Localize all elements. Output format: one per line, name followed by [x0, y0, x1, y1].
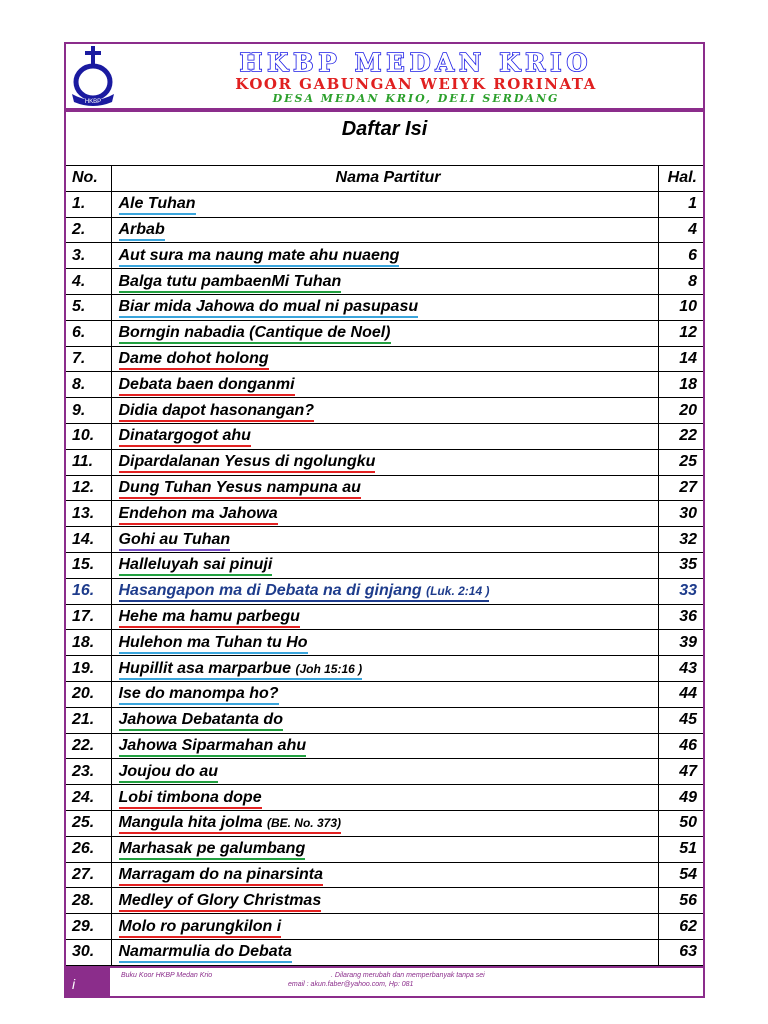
table-row — [66, 888, 703, 914]
row-number: 22. — [66, 733, 111, 759]
scripture-reference: (Luk. 2:14 ) — [426, 584, 490, 599]
song-cell — [111, 681, 658, 707]
song-cell — [111, 707, 658, 733]
table-row — [66, 733, 703, 759]
page-number: 36 — [658, 604, 703, 630]
header-divider — [66, 108, 703, 112]
page-number: 33 — [658, 578, 703, 604]
song-title-link[interactable] — [119, 402, 315, 422]
table-row — [66, 862, 703, 888]
page-number: 50 — [658, 810, 703, 836]
table-row — [66, 501, 703, 527]
page-number: 8 — [658, 269, 703, 295]
page-number: 27 — [658, 475, 703, 501]
song-cell — [111, 269, 658, 295]
table-row — [66, 346, 703, 372]
row-number: 25. — [66, 810, 111, 836]
footer-contact: email : akun.faber@yahoo.com, Hp: 081 — [288, 981, 414, 988]
table-row — [66, 630, 703, 656]
table-header-row — [66, 166, 703, 192]
song-title-link[interactable] — [119, 453, 376, 473]
song-title: Endehon ma Jahowa — [118, 504, 278, 522]
row-number: 30. — [66, 939, 111, 965]
song-title-link[interactable] — [119, 427, 251, 447]
page-number: 44 — [658, 681, 703, 707]
row-number: 16. — [66, 578, 111, 604]
song-title-link[interactable] — [119, 814, 341, 834]
page-number: 14 — [658, 346, 703, 372]
song-title: Dinatargogot ahu — [118, 427, 251, 445]
song-cell — [111, 191, 658, 217]
page-number: 32 — [658, 527, 703, 553]
song-cell — [111, 552, 658, 578]
song-cell — [111, 914, 658, 940]
row-number: 21. — [66, 707, 111, 733]
page-number: 12 — [658, 320, 703, 346]
song-title: Jahowa Debatanta do — [118, 711, 283, 729]
page-number: 49 — [658, 785, 703, 811]
row-number: 5. — [66, 294, 111, 320]
song-title-link[interactable] — [119, 247, 400, 267]
song-cell — [111, 217, 658, 243]
page-number: 54 — [658, 862, 703, 888]
song-cell — [111, 759, 658, 785]
song-cell — [111, 578, 658, 604]
song-cell — [111, 630, 658, 656]
song-title: Biar mida Jahowa do mual ni pasupasu — [118, 298, 419, 316]
scripture-reference: (BE. No. 373) — [266, 816, 341, 831]
table-row — [66, 656, 703, 682]
header-no: No. — [66, 166, 111, 192]
song-title: Hupillit asa marparbue — [118, 659, 291, 677]
row-number: 19. — [66, 656, 111, 682]
page-number: 43 — [658, 656, 703, 682]
church-title: HKBP MEDAN KRIO — [239, 48, 593, 77]
table-row — [66, 552, 703, 578]
table-row — [66, 759, 703, 785]
song-title: Medley of Glory Christmas — [118, 891, 322, 909]
song-title-link[interactable] — [119, 840, 306, 860]
page-number: 35 — [658, 552, 703, 578]
document-header — [66, 44, 703, 110]
page-number: 56 — [658, 888, 703, 914]
song-title: Ale Tuhan — [118, 195, 196, 213]
row-number: 6. — [66, 320, 111, 346]
page-number: 1 — [658, 191, 703, 217]
song-cell — [111, 810, 658, 836]
song-title: Hulehon ma Tuhan tu Ho — [118, 633, 308, 651]
row-number: 14. — [66, 527, 111, 553]
table-row — [66, 527, 703, 553]
song-title-link[interactable] — [119, 298, 419, 318]
church-cross-logo-icon — [70, 46, 116, 108]
song-cell — [111, 320, 658, 346]
row-number: 10. — [66, 423, 111, 449]
page-number: 25 — [658, 449, 703, 475]
song-cell — [111, 423, 658, 449]
page-number: 47 — [658, 759, 703, 785]
table-row — [66, 939, 703, 965]
choir-subtitle: KOOR GABUNGAN WEIYK RORINATA — [235, 75, 597, 93]
table-row — [66, 243, 703, 269]
table-body — [66, 191, 703, 965]
table-row — [66, 785, 703, 811]
song-cell — [111, 604, 658, 630]
song-cell — [111, 294, 658, 320]
page-number: 6 — [658, 243, 703, 269]
song-title: Lobi timbona dope — [118, 788, 262, 806]
song-cell — [111, 656, 658, 682]
row-number: 9. — [66, 398, 111, 424]
table-row — [66, 398, 703, 424]
table-row — [66, 707, 703, 733]
row-number: 2. — [66, 217, 111, 243]
table-row — [66, 217, 703, 243]
song-title: Borngin nabadia (Cantique de Noel) — [118, 324, 391, 342]
song-title-link[interactable] — [119, 324, 391, 344]
table-row — [66, 475, 703, 501]
row-number: 8. — [66, 372, 111, 398]
song-title-link[interactable] — [119, 737, 307, 757]
song-title: Dame dohot holong — [118, 349, 269, 367]
row-number: 28. — [66, 888, 111, 914]
row-number: 17. — [66, 604, 111, 630]
song-title: Aut sura ma naung mate ahu nuaeng — [118, 246, 400, 264]
page-number: 22 — [658, 423, 703, 449]
song-cell — [111, 862, 658, 888]
row-number: 3. — [66, 243, 111, 269]
row-number: 26. — [66, 836, 111, 862]
logo-text: HKBP — [84, 99, 102, 105]
row-number: 24. — [66, 785, 111, 811]
table-row — [66, 191, 703, 217]
row-number: 20. — [66, 681, 111, 707]
page-number: 10 — [658, 294, 703, 320]
table-row — [66, 294, 703, 320]
row-number: 4. — [66, 269, 111, 295]
song-title: Molo ro parungkilon i — [118, 917, 282, 935]
table-of-contents — [66, 165, 703, 966]
song-title-link[interactable] — [119, 273, 342, 293]
page-number: 30 — [658, 501, 703, 527]
footer-page-number: i — [66, 968, 110, 998]
row-number: 12. — [66, 475, 111, 501]
song-title: Jahowa Siparmahan ahu — [118, 736, 307, 754]
song-title: Didia dapot hasonangan? — [118, 401, 315, 419]
page-number: 51 — [658, 836, 703, 862]
row-number: 23. — [66, 759, 111, 785]
song-title-link[interactable] — [119, 763, 219, 783]
song-title: Marhasak pe galumbang — [118, 840, 306, 858]
footer-book-title: Buku Koor HKBP Medan Krio — [121, 972, 213, 979]
page-number: 39 — [658, 630, 703, 656]
song-cell — [111, 243, 658, 269]
row-number: 18. — [66, 630, 111, 656]
song-cell — [111, 501, 658, 527]
row-number: 27. — [66, 862, 111, 888]
page-number: 62 — [658, 914, 703, 940]
row-number: 13. — [66, 501, 111, 527]
page-number: 45 — [658, 707, 703, 733]
header-name: Nama Partitur — [111, 166, 658, 192]
table-row — [66, 578, 703, 604]
song-title-link[interactable] — [119, 582, 490, 602]
song-title: Arbab — [118, 220, 165, 238]
song-title: Debata baen donganmi — [118, 375, 295, 393]
song-title-link[interactable] — [119, 943, 292, 963]
song-title-link[interactable] — [119, 376, 295, 396]
page-number: 20 — [658, 398, 703, 424]
song-cell — [111, 398, 658, 424]
song-title-link[interactable] — [119, 505, 278, 525]
song-cell — [111, 888, 658, 914]
table-row — [66, 320, 703, 346]
scripture-reference: (Joh 15:16 ) — [295, 661, 363, 676]
song-cell — [111, 939, 658, 965]
song-title-link[interactable] — [119, 685, 279, 705]
song-title: Mangula hita jolma — [118, 814, 263, 832]
song-title-link[interactable] — [119, 866, 324, 886]
song-cell — [111, 346, 658, 372]
row-number: 1. — [66, 191, 111, 217]
song-title: Ise do manompa ho? — [118, 685, 279, 703]
song-title: Hehe ma hamu parbegu — [118, 607, 300, 625]
song-cell — [111, 372, 658, 398]
song-cell — [111, 449, 658, 475]
song-title: Gohi au Tuhan — [118, 530, 231, 548]
page-number: 18 — [658, 372, 703, 398]
location-line: DESA MEDAN KRIO, DELI SERDANG — [272, 92, 560, 105]
table-row — [66, 681, 703, 707]
document-footer — [66, 966, 703, 996]
song-title: Dung Tuhan Yesus nampuna au — [118, 478, 361, 496]
page-number: 46 — [658, 733, 703, 759]
song-title: Joujou do au — [118, 762, 219, 780]
table-row — [66, 423, 703, 449]
header-page: Hal. — [658, 166, 703, 192]
song-title: Dipardalanan Yesus di ngolungku — [118, 453, 376, 471]
song-title-link[interactable] — [119, 350, 269, 370]
table-row — [66, 604, 703, 630]
song-cell — [111, 475, 658, 501]
footer-copyright-notice: . Dilarang merubah dan memperbanyak tanpa sei — [331, 972, 485, 979]
page-number: 4 — [658, 217, 703, 243]
song-title-link[interactable] — [119, 556, 273, 576]
song-title: Halleluyah sai pinuji — [118, 556, 273, 574]
table-row — [66, 449, 703, 475]
song-title: Marragam do na pinarsinta — [118, 865, 323, 883]
song-title-link[interactable] — [119, 789, 262, 809]
song-title-link[interactable] — [119, 892, 322, 912]
table-row — [66, 269, 703, 295]
document-title: Daftar Isi — [341, 118, 428, 140]
song-cell — [111, 527, 658, 553]
song-title-link[interactable] — [119, 608, 300, 628]
song-title: Namarmulia do Debata — [118, 943, 292, 961]
song-title-link[interactable] — [119, 660, 363, 680]
song-title-link[interactable] — [119, 918, 282, 938]
row-number: 7. — [66, 346, 111, 372]
table-row — [66, 372, 703, 398]
song-cell — [111, 733, 658, 759]
song-title: Hasangapon ma di Debata na di ginjang — [118, 582, 422, 600]
table-row — [66, 836, 703, 862]
table-row — [66, 914, 703, 940]
song-title: Balga tutu pambaenMi Tuhan — [118, 272, 342, 290]
row-number: 15. — [66, 552, 111, 578]
song-title-link[interactable] — [119, 711, 283, 731]
page-frame — [64, 42, 705, 998]
page-number: 63 — [658, 939, 703, 965]
row-number: 29. — [66, 914, 111, 940]
table-row — [66, 810, 703, 836]
song-title-link[interactable] — [119, 479, 361, 499]
song-title-link[interactable] — [119, 221, 165, 241]
song-title-link[interactable] — [119, 531, 231, 551]
song-cell — [111, 836, 658, 862]
song-cell — [111, 785, 658, 811]
song-title-link[interactable] — [119, 195, 196, 215]
row-number: 11. — [66, 449, 111, 475]
song-title-link[interactable] — [119, 634, 308, 654]
